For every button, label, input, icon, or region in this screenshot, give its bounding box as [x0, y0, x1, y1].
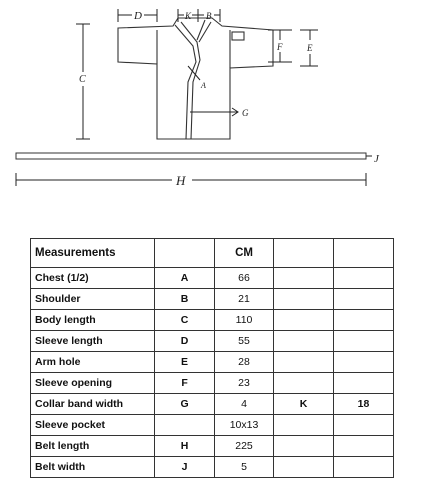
row-extra1 [274, 268, 334, 289]
row-code: B [155, 289, 215, 310]
row-label: Chest (1/2) [31, 268, 155, 289]
row-code [155, 415, 215, 436]
table-row [31, 394, 394, 415]
row-extra1 [274, 352, 334, 373]
row-extra1 [274, 310, 334, 331]
row-cm-value: 5 [215, 457, 274, 478]
row-extra2: 18 [333, 394, 393, 415]
row-extra1 [274, 331, 334, 352]
table-header-row [31, 239, 394, 268]
row-extra2 [333, 310, 393, 331]
label-d: D [134, 10, 142, 22]
measurements-table [30, 238, 394, 478]
row-code: C [155, 310, 215, 331]
label-e: E [307, 43, 313, 53]
table-row [31, 436, 394, 457]
row-label: Shoulder [31, 289, 155, 310]
row-label: Collar band width [31, 394, 155, 415]
belt [16, 153, 366, 159]
table-row [31, 373, 394, 394]
row-cm-value: 66 [215, 268, 274, 289]
row-cm-value: 10x13 [215, 415, 274, 436]
label-h: H [176, 173, 186, 188]
row-extra2 [333, 436, 393, 457]
table-row [31, 310, 394, 331]
table-row [31, 268, 394, 289]
row-code: G [155, 394, 215, 415]
garment-diagram [0, 0, 437, 230]
label-k: K [185, 11, 192, 21]
header-measurements: Measurements [31, 239, 155, 268]
row-code: J [155, 457, 215, 478]
collar-right [197, 20, 205, 40]
row-extra1 [274, 436, 334, 457]
row-extra1: K [274, 394, 334, 415]
row-extra2 [333, 415, 393, 436]
row-extra2 [333, 352, 393, 373]
label-g: G [242, 108, 249, 118]
row-label: Belt width [31, 457, 155, 478]
row-cm-value: 4 [215, 394, 274, 415]
row-extra2 [333, 268, 393, 289]
label-a: A [201, 81, 206, 90]
table-row [31, 457, 394, 478]
row-label: Sleeve pocket [31, 415, 155, 436]
label-f: F [277, 42, 283, 52]
collar-right-inner [199, 22, 211, 42]
table-row [31, 352, 394, 373]
row-extra1 [274, 289, 334, 310]
row-extra2 [333, 289, 393, 310]
row-extra2 [333, 331, 393, 352]
label-b: B [206, 11, 212, 21]
jacket-outline [118, 18, 273, 139]
row-code: E [155, 352, 215, 373]
row-cm-value: 55 [215, 331, 274, 352]
header-cm: CM [215, 239, 274, 268]
row-label: Belt length [31, 436, 155, 457]
row-label: Body length [31, 310, 155, 331]
header-code [155, 239, 215, 268]
header-extra2 [333, 239, 393, 268]
row-label: Sleeve opening [31, 373, 155, 394]
row-cm-value: 225 [215, 436, 274, 457]
row-code: F [155, 373, 215, 394]
row-extra1 [274, 373, 334, 394]
row-label: Sleeve length [31, 331, 155, 352]
row-code: H [155, 436, 215, 457]
row-extra1 [274, 415, 334, 436]
row-extra2 [333, 457, 393, 478]
row-cm-value: 23 [215, 373, 274, 394]
table-row [31, 415, 394, 436]
row-cm-value: 28 [215, 352, 274, 373]
sleeve-pocket [232, 32, 244, 40]
label-c: C [79, 74, 86, 85]
row-label: Arm hole [31, 352, 155, 373]
row-extra2 [333, 373, 393, 394]
header-extra1 [274, 239, 334, 268]
row-code: A [155, 268, 215, 289]
row-cm-value: 21 [215, 289, 274, 310]
row-extra1 [274, 457, 334, 478]
table-row [31, 331, 394, 352]
row-cm-value: 110 [215, 310, 274, 331]
table-row [31, 289, 394, 310]
label-j: J [374, 153, 379, 165]
row-code: D [155, 331, 215, 352]
